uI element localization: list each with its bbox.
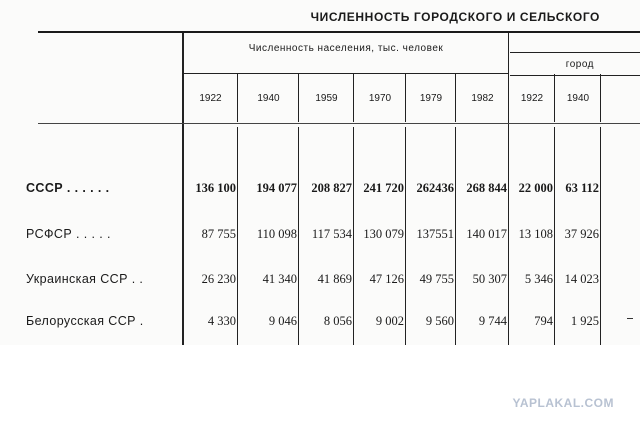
table-cell: 136 100 xyxy=(195,181,236,195)
column-rule xyxy=(237,127,238,345)
column-rule xyxy=(405,74,406,122)
column-rule xyxy=(508,33,509,345)
column-rule xyxy=(600,127,601,345)
table-cell: 63 112 xyxy=(565,181,599,195)
table-cell: 794 xyxy=(534,314,553,328)
year-header: 1922 xyxy=(199,93,222,104)
column-rule xyxy=(600,74,601,122)
table-cell: 9 560 xyxy=(425,314,454,328)
year-header: 1979 xyxy=(419,93,443,104)
table-title: ЧИСЛЕННОСТЬ ГОРОДСКОГО И СЕЛЬСКОГО xyxy=(310,10,600,24)
table-cell: 194 077 xyxy=(256,181,297,195)
urban-header-rule xyxy=(510,75,640,76)
column-rule xyxy=(405,127,406,345)
table-cell: 5 346 xyxy=(524,272,553,286)
year-header: 1922 xyxy=(520,93,544,104)
table-cell: 14 023 xyxy=(564,272,599,286)
table-cell: 137551 xyxy=(416,227,454,241)
year-header: 1940 xyxy=(257,93,280,104)
urban-group-rule xyxy=(510,52,640,53)
table-cell: 41 340 xyxy=(262,272,297,286)
table-cell: 4 330 xyxy=(207,314,236,328)
table-cell: 208 827 xyxy=(311,181,352,195)
table-cell: 9 744 xyxy=(478,314,507,328)
row-label-rsfsr: РСФСР . . . . . xyxy=(26,227,111,241)
table-cell: 9 002 xyxy=(375,314,404,328)
table-cell: 37 926 xyxy=(564,227,599,241)
column-rule xyxy=(455,127,456,345)
group-header-rule xyxy=(184,73,508,74)
table-cell: 110 098 xyxy=(256,227,297,241)
table-cell: 9 046 xyxy=(268,314,297,328)
urban-group-header: город xyxy=(565,59,594,70)
table-cell: 140 017 xyxy=(466,227,507,241)
table-cell: 1 925 xyxy=(570,314,599,328)
table-cell: 47 126 xyxy=(369,272,404,286)
column-rule xyxy=(298,74,299,122)
population-group-header: Численность населения, тыс. человек xyxy=(248,43,444,54)
table-cell: 268 844 xyxy=(466,181,507,195)
table-cell: 8 056 xyxy=(323,314,352,328)
table-cell: 262436 xyxy=(416,181,454,195)
header-bottom-rule xyxy=(38,123,640,124)
column-rule xyxy=(554,127,555,345)
column-rule xyxy=(353,74,354,122)
year-header: 1959 xyxy=(315,93,338,104)
year-header: 1982 xyxy=(471,93,494,104)
top-rule xyxy=(38,31,640,33)
site-watermark: YAPLAKAL.COM xyxy=(512,396,614,410)
edge-mark xyxy=(627,318,633,319)
row-label-belarusian-ssr: Белорусская ССР . xyxy=(26,314,144,328)
column-rule xyxy=(298,127,299,345)
row-label-ussr: СССР . . . . . . xyxy=(26,181,110,195)
table-cell: 49 755 xyxy=(419,272,454,286)
table-cell: 241 720 xyxy=(363,181,404,195)
column-rule xyxy=(455,74,456,122)
table-cell: 13 108 xyxy=(518,227,553,241)
table-cell: 87 755 xyxy=(201,227,236,241)
column-rule xyxy=(353,127,354,345)
year-header: 1970 xyxy=(368,93,392,104)
table-cell: 50 307 xyxy=(472,272,507,286)
row-label-ukrainian-ssr: Украинская ССР . . xyxy=(26,272,144,286)
year-header: 1940 xyxy=(566,93,590,104)
column-rule xyxy=(554,74,555,122)
table-cell: 26 230 xyxy=(201,272,236,286)
column-rule xyxy=(237,74,238,122)
table-cell: 22 000 xyxy=(518,181,553,195)
table-cell: 117 534 xyxy=(311,227,352,241)
table-cell: 41 869 xyxy=(317,272,352,286)
table-cell: 130 079 xyxy=(363,227,404,241)
